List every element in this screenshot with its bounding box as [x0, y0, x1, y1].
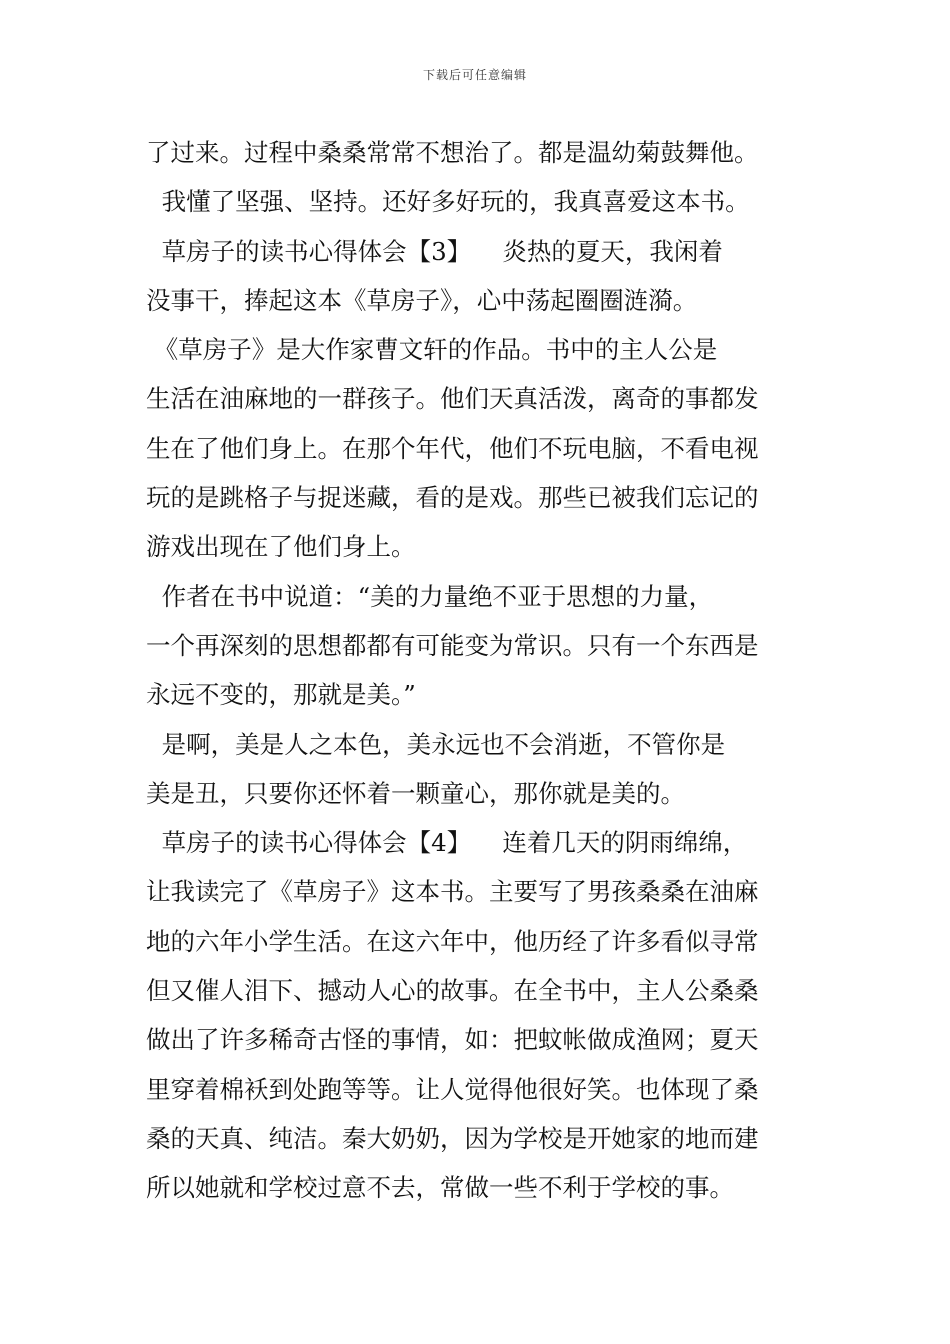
text-line: 游戏出现在了他们身上。	[146, 532, 416, 562]
text-line: 作者在书中说道：“美的力量绝不亚于思想的力量，	[146, 581, 714, 611]
text-line: 桑的天真、纯洁。秦大奶奶，因为学校是开她家的地而建	[146, 1123, 759, 1153]
text-line: 地的六年小学生活。在这六年中，他历经了许多看似寻常	[146, 926, 759, 956]
text-line: 做出了许多稀奇古怪的事情，如：把蚊帐做成渔网；夏天	[146, 1025, 759, 1055]
text-line: 玩的是跳格子与捉迷藏，看的是戏。那些已被我们忘记的	[146, 483, 759, 513]
text-line: 让我读完了《草房子》这本书。主要写了男孩桑桑在油麻	[146, 877, 759, 907]
text-line: 没事干，捧起这本《草房子》，心中荡起圈圈涟漪。	[146, 285, 698, 315]
text-line: 了过来。过程中桑桑常常不想治了。都是温幼菊鼓舞他。	[146, 138, 759, 167]
text-line: 《草房子》是大作家曹文轩的作品。书中的主人公是	[146, 335, 718, 365]
text-line: 一个再深刻的思想都都有可能变为常识。只有一个东西是	[146, 630, 759, 660]
text-line: 是啊，美是人之本色，美永远也不会消逝，不管你是	[146, 729, 726, 759]
text-line: 生在了他们身上。在那个年代，他们不玩电脑，不看电视	[146, 433, 759, 463]
text-line: 所以她就和学校过意不去，常做一些不利于学校的事。	[146, 1173, 734, 1203]
page-header: 下载后可任意编辑	[422, 68, 527, 82]
document-body	[146, 128, 822, 1213]
text-line: 里穿着棉袄到处跑等等。让人觉得他很好笑。也体现了桑	[146, 1074, 759, 1104]
text-line: 但又催人泪下、撼动人心的故事。在全书中，主人公桑桑	[146, 976, 759, 1006]
text-line: 草房子的读书心得体会【4】 连着几天的阴雨绵绵，	[146, 828, 748, 858]
text-line: 生活在油麻地的一群孩子。他们天真活泼，离奇的事都发	[146, 384, 759, 414]
text-line: 永远不变的，那就是美。”	[146, 680, 416, 710]
text-line: 草房子的读书心得体会【3】 炎热的夏天，我闲着	[146, 236, 723, 266]
text-line: 美是丑，只要你还怀着一颗童心，那你就是美的。	[146, 778, 685, 808]
text-line: 我懂了坚强、坚持。还好多好玩的，我真喜爱这本书。	[146, 187, 750, 217]
